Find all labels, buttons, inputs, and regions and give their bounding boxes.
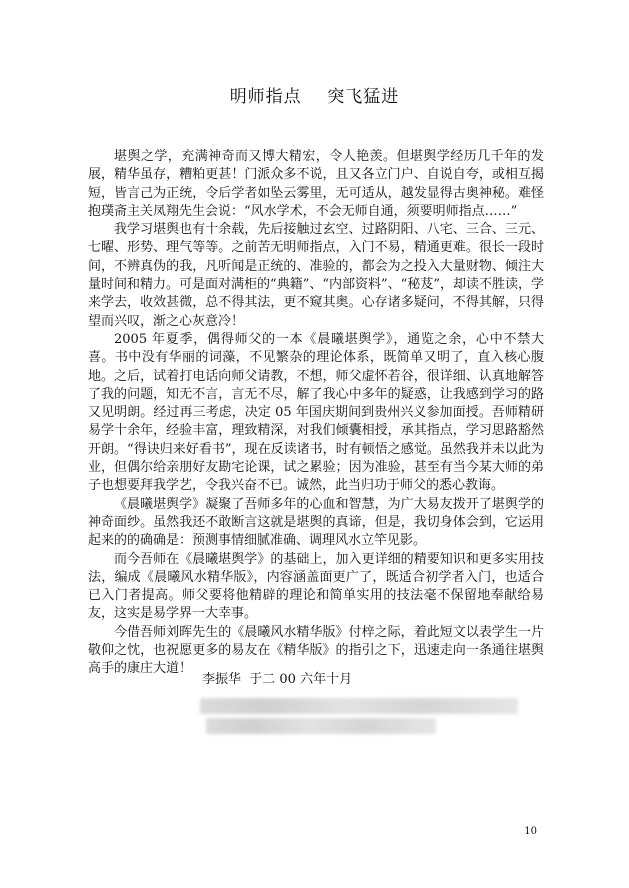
- redacted-line: [200, 698, 518, 714]
- redacted-text-block: [200, 696, 520, 736]
- paragraph: 《晨曦堪舆学》凝聚了吾师多年的心血和智慧，为广大易友拨开了堪舆学的神奇面纱。虽然我还不敢断言这就是堪舆的真谛，但是，我切身体会到，它运用起来的的确确是：预测事情细腻准确、调理风水立竿见影。: [88, 496, 544, 549]
- signature-line: 李振华 于二 00 六年十月: [202, 672, 353, 687]
- paragraph: 我学习堪舆也有十余载，先后接触过玄空、过路阴阳、八宅、三合、三元、七曜、形势、理气等等。之前苦无明师指点，入门不易，精通更难。很长一段时间，不辨真伪的我，凡听闻是正统的、准验的，都会为之投入大量财物、倾注大量时间和精力。可是面对满柜的“典籍”、“内部资料”、“秘芨”，却读不胜读，学来学去，收效甚微，总不得其法，更不窥其奥。心存诸多疑问，不得其解，只得望而兴叹，渐之心灰意冷！: [88, 222, 544, 329]
- paragraph: 2005 年夏季，偶得师父的一本《晨曦堪舆学》，通览之余，心中不禁大喜。书中没有华丽的词藻，不见繁杂的理论体系，既简单又明了，直入核心腹地。之后，试着打电话向师父请教，不想，师父虚怀若谷，很详细、认真地解答了我的问题，知无不言，言无不尽，解了我心中多年的疑惑，让我感到学习的路又见明朗。经过再三考虑，决定 05 年国庆期间到贵州兴义参加面授。吾师精研易学十余年，经验丰富，理致精深，对我们倾囊相授，承其指点，学习思路豁然开朗。“得诀归来好看书”，现在反读诸书，时有顿悟之感觉。虽然我并未以此为业，但偶尔给亲朋好友勘宅论课，试之累验；因为准验，甚至有当今某大师的弟子也想要拜我学艺，令我兴奋不已。诚然，此当归功于师父的悉心教诲。: [88, 331, 544, 494]
- body-text: [88, 148, 544, 679]
- page-title: 明师指点 突飞猛进: [229, 87, 400, 107]
- redacted-line: [206, 718, 436, 734]
- page-number: 10: [524, 826, 537, 837]
- paragraph: 而今吾师在《晨曦堪舆学》的基础上，加入更详细的精要知识和更多实用技法，编成《晨曦风水精华版》，内容涵盖面更广了，既适合初学者入门，也适合已入门者提高。师父要将他精辟的理论和简单实用的技法毫不保留地奉献给易友，这实是易学界一大幸事。: [88, 551, 544, 622]
- paragraph: 堪舆之学，充满神奇而又博大精宏，令人艳羡。但堪舆学经历几千年的发展，精华虽存，糟粕更甚！门派众多不说，且又各立门户、自说自夸，或相互揭短，皆言己为正统，令后学者如坠云雾里，无可适从，越发显得古奥神秘。难怪抱璞斋主关凤翔先生会说：“风水学术，不会无师自通，须要明师指点……”: [88, 149, 544, 219]
- paragraph: 今借吾师刘晖先生的《晨曦风水精华版》付梓之际，着此短文以表学生一片敬仰之忱，也祝愿更多的易友在《精华版》的指引之下，迅速走向一条通往堪舆高手的康庄大道！: [88, 624, 544, 677]
